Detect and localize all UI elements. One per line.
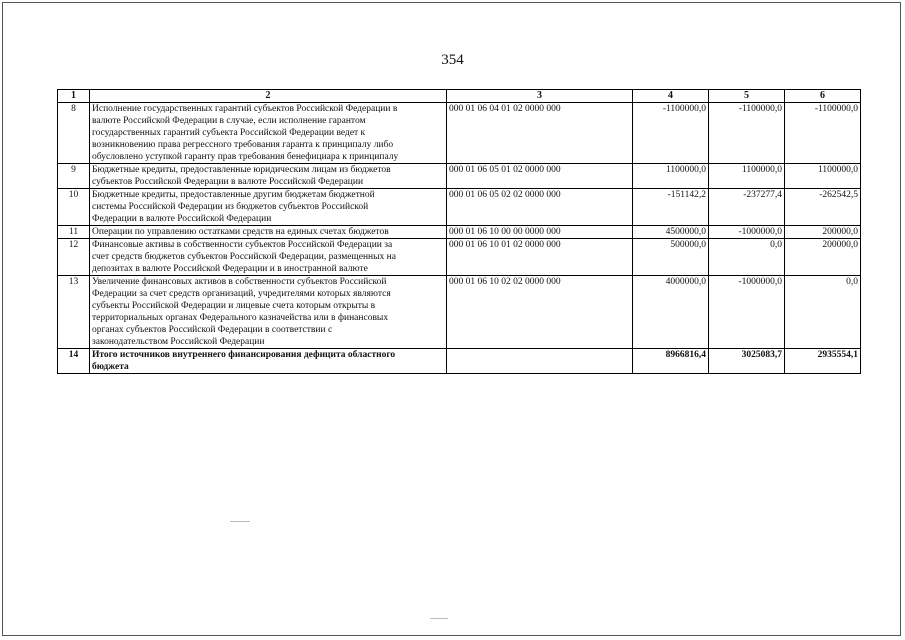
description-line: Исполнение государственных гарантий субъектов Российской Федерации в: [92, 104, 398, 114]
description-line: обусловлено уступкой гаранту прав требования бенефициара к принципалу: [92, 152, 399, 162]
amount-col-4: -151142,2: [633, 189, 709, 226]
page-number: 354: [441, 52, 464, 68]
description-line: Бюджетные кредиты, предоставленные юридическим лицам из бюджетов: [92, 165, 391, 175]
row-number: 12: [58, 239, 90, 276]
row-number: 8: [58, 103, 90, 164]
table-row: [58, 103, 861, 164]
col-header-6: 6: [785, 90, 861, 103]
amount-col-4: 4000000,0: [633, 276, 709, 349]
description-line: субъекты Российской Федерации и лицевые счета которым открыты в: [92, 301, 376, 311]
description-line: счет средств бюджетов субъектов Российской Федерации, размещенных на: [92, 252, 396, 262]
description-line: Федерации за счет средств организаций, учредителями которых являются: [92, 289, 391, 299]
amount-col-6: -262542,5: [785, 189, 861, 226]
row-description: [90, 226, 447, 239]
description-line: органах субъектов Российской Федерации в соответствии с: [92, 325, 333, 335]
table-row: [58, 239, 861, 276]
amount-col-6: 2935554,1: [785, 349, 861, 374]
budget-code: 000 01 06 10 02 02 0000 000: [447, 276, 633, 349]
description-line: законодательством Российской Федерации: [92, 337, 265, 347]
amount-col-4: 1100000,0: [633, 164, 709, 189]
description-line: валюте Российской Федерации в случае, если исполнение гарантом: [92, 116, 366, 126]
description-line: Увеличение финансовых активов в собственности субъектов Российской: [92, 277, 387, 287]
amount-col-5: 1100000,0: [709, 164, 785, 189]
amount-col-5: 0,0: [709, 239, 785, 276]
budget-code: 000 01 06 05 02 02 0000 000: [447, 189, 633, 226]
amount-col-6: 200000,0: [785, 226, 861, 239]
row-description: [90, 276, 447, 349]
budget-code: [447, 349, 633, 374]
description-line: Бюджетные кредиты, предоставленные другим бюджетам бюджетной: [92, 190, 375, 200]
description-line: депозитах в валюте Российской Федерации и в иностранной валюте: [92, 264, 368, 274]
description-line: Федерации в валюте Российской Федерации: [92, 214, 272, 224]
description-line: государственных гарантий субъекта Российской Федерации ведет к: [92, 128, 366, 138]
amount-col-5: -1000000,0: [709, 276, 785, 349]
table-body: [58, 103, 861, 374]
description-line: системы Российской Федерации из бюджетов субъектов Российской: [92, 202, 369, 212]
header-row: [58, 90, 861, 103]
row-description: [90, 349, 447, 374]
amount-col-5: 3025083,7: [709, 349, 785, 374]
budget-code: 000 01 06 04 01 02 0000 000: [447, 103, 633, 164]
description-line: территориальных органах Федерального казначейства или в финансовых: [92, 313, 389, 323]
scan-mark: [430, 618, 448, 619]
description-line: Финансовые активы в собственности субъектов Российской Федерации за: [92, 240, 393, 250]
amount-col-4: 4500000,0: [633, 226, 709, 239]
amount-col-6: 1100000,0: [785, 164, 861, 189]
table-row: [58, 189, 861, 226]
row-number: 13: [58, 276, 90, 349]
amount-col-6: -1100000,0: [785, 103, 861, 164]
description-line: субъектов Российской Федерации в валюте Российской Федерации: [92, 177, 364, 187]
description-line: Итого источников внутреннего финансирования дефицита областного: [92, 350, 396, 360]
table-row: [58, 226, 861, 239]
budget-sources-table: [57, 89, 861, 374]
description-line: Операции по управлению остатками средств на единых счетах бюджетов: [92, 227, 389, 237]
row-number: 10: [58, 189, 90, 226]
row-description: [90, 189, 447, 226]
table-row: [58, 276, 861, 349]
budget-code: 000 01 06 05 01 02 0000 000: [447, 164, 633, 189]
row-number: 9: [58, 164, 90, 189]
amount-col-4: 8966816,4: [633, 349, 709, 374]
col-header-1: 1: [58, 90, 90, 103]
row-number: 11: [58, 226, 90, 239]
budget-code: 000 01 06 10 01 02 0000 000: [447, 239, 633, 276]
amount-col-4: -1100000,0: [633, 103, 709, 164]
amount-col-5: -237277,4: [709, 189, 785, 226]
scan-mark: [230, 521, 250, 522]
amount-col-5: -1100000,0: [709, 103, 785, 164]
amount-col-6: 0,0: [785, 276, 861, 349]
table-row: [58, 164, 861, 189]
row-description: [90, 103, 447, 164]
col-header-4: 4: [633, 90, 709, 103]
amount-col-4: 500000,0: [633, 239, 709, 276]
row-description: [90, 164, 447, 189]
budget-code: 000 01 06 10 00 00 0000 000: [447, 226, 633, 239]
amount-col-5: -1000000,0: [709, 226, 785, 239]
row-number: 14: [58, 349, 90, 374]
col-header-2: 2: [90, 90, 447, 103]
description-line: бюджета: [92, 362, 129, 372]
col-header-5: 5: [709, 90, 785, 103]
table-row: [58, 349, 861, 374]
description-line: возникновению права регрессного требования гаранта к принципалу либо: [92, 140, 394, 150]
amount-col-6: 200000,0: [785, 239, 861, 276]
row-description: [90, 239, 447, 276]
col-header-3: 3: [447, 90, 633, 103]
